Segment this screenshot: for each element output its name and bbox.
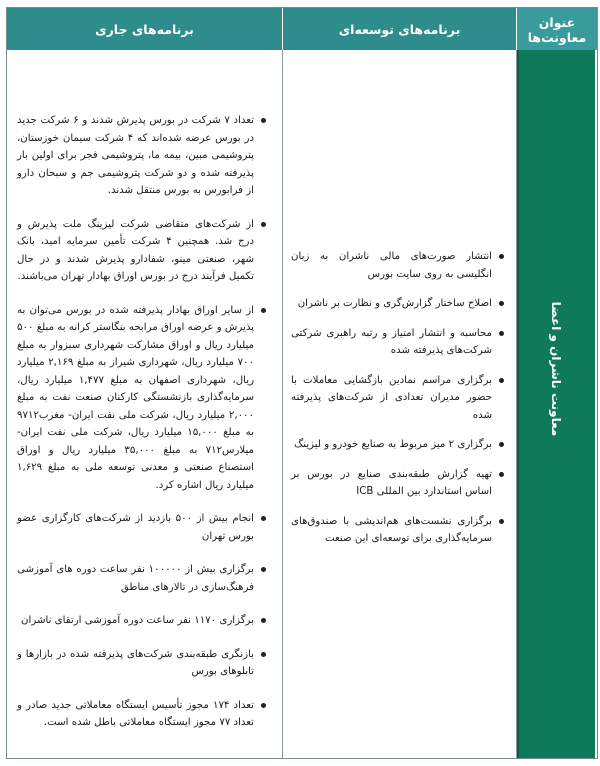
current-program-item [17, 646, 268, 681]
development-program-item [291, 248, 506, 283]
bullet-icon [499, 519, 504, 524]
development-programs-list [291, 248, 506, 560]
development-program-item-text: اصلاح ساختار گزارش‌گری و نظارت بر ناشران [297, 298, 492, 309]
current-program-item [17, 216, 268, 286]
header-title-line2: معاونت‌ها [527, 30, 587, 45]
deputy-column [517, 50, 597, 758]
current-program-item-text: تعداد ۷ شرکت در بورس پذیرش شدند و ۶ شرکت جدید در بورس عرضه شده‌اند که ۴ شرکت سیمان خوزستان، پتروشیمی مبین، بیمه ما، پتروشیمی فجر برای اولین بار پذیرفته شده و دو شرکت پتروشیمی جم و سبحان دارو از فرابورس به بورس منتقل شدند. [17, 115, 254, 196]
deputy-bar-edge [517, 50, 519, 758]
bullet-icon [261, 567, 266, 572]
deputy-label: معاونت ناشران و اعضا [549, 301, 563, 436]
current-program-item [17, 612, 268, 630]
bullet-icon [261, 516, 266, 521]
current-program-item-text: برگزاری ۱۱۷۰ نفر ساعت دوره آموزشی ارتقای ناشران [21, 615, 254, 626]
bullet-icon [499, 378, 504, 383]
bullet-icon [261, 652, 266, 657]
development-program-item [291, 513, 506, 548]
bullet-icon [261, 118, 266, 123]
bullet-icon [261, 222, 266, 227]
development-program-item-text: تهیه گزارش طبقه‌بندی صنایع در بورس بر اساس استاندارد بین المللی ICB [291, 468, 492, 497]
header-title-line1: عنوان [538, 15, 576, 30]
bullet-icon [499, 331, 504, 336]
current-program-item [17, 510, 268, 545]
current-program-item-text: از شرکت‌های متقاضی شرکت لیزینگ ملت پذیرش و درج شد. همچنین ۴ شرکت تأمین سرمایه امید، بانک شهر، صنعتی مینو، شفادارو پذیرش شدند و در حال تکمیل فرآیند درج در بورس اوراق بهادار تهران می‌باشند. [17, 218, 254, 282]
current-program-item-text: تعداد ۱۷۴ مجوز تأسیس ایستگاه معاملاتی جدید صادر و تعداد ۷۷ مجوز ایستگاه معاملاتی باطل شده است. [17, 699, 254, 728]
bullet-icon [261, 618, 266, 623]
bullet-icon [499, 442, 504, 447]
development-program-item [291, 325, 506, 360]
development-program-item-text: برگزاری مراسم نمادین بازگشایی معاملات با حضور مدیران تعدادی از شرکت‌های پذیرفته شده [291, 374, 492, 421]
current-program-item [17, 112, 268, 200]
bullet-icon [499, 254, 504, 259]
bullet-icon [499, 301, 504, 306]
development-program-item [291, 436, 506, 454]
development-program-item-text: محاسبه و انتشار امتیاز و رتبه راهبری شرکتی شرکت‌های پذیرفته شده [291, 327, 492, 356]
programs-table [6, 7, 598, 759]
development-programs-column [283, 50, 517, 758]
header-development-programs: برنامه‌های توسعه‌ای [283, 8, 517, 50]
bullet-icon [499, 472, 504, 477]
development-program-item-text: برگزاری ۲ میز مربوط به صنایع خودرو و لیزینگ [294, 439, 492, 450]
current-program-item-text: برگزاری بیش از ۱۰۰۰۰۰ نفر ساعت دوره های آموزشی فرهنگ‌سازی در تالارهای مناطق [17, 564, 254, 593]
development-program-item [291, 295, 506, 313]
development-program-item-text: انتشار صورت‌های مالی ناشران به زبان انگلیسی به روی سایت بورس [291, 251, 492, 280]
current-program-item [17, 561, 268, 596]
current-program-item-text: بازنگری طبقه‌بندی شرکت‌های پذیرفته شده در بازارها و تابلوهای بورس [17, 648, 254, 677]
current-programs-column [7, 50, 283, 758]
header-title-cell [517, 8, 597, 50]
development-program-item [291, 466, 506, 501]
deputy-green-bar [517, 50, 595, 758]
development-program-item-text: برگزاری نشست‌های هم‌اندیشی با صندوق‌های سرمایه‌گذاری برای توسعه‌ای این صنعت [291, 515, 492, 544]
bullet-icon [261, 308, 266, 313]
development-program-item [291, 372, 506, 425]
current-program-item [17, 697, 268, 732]
header-current-programs: برنامه‌های جاری [7, 8, 283, 50]
current-programs-list [17, 112, 268, 748]
current-program-item-text: انجام بیش از ۵۰۰ بازدید از شرکت‌های کارگزاری عضو بورس تهران [17, 513, 254, 542]
bullet-icon [261, 703, 266, 708]
current-program-item-text: از سایر اوراق بهادار پذیرفته شده در بورس می‌توان به پذیرش و عرضه اوراق مرابحه بنگاستر کرانه به مبلغ ۵۰۰ میلیارد ریال و اوراق مشارکت شهرداری سبزوار به مبلغ ۷۰۰ میلیارد ریال، شهرداری شیراز به مبلغ ۲,۱۶۹ میلیارد ریال، شهرداری اصفهان به مبلغ ۱,۴۷۷ میلیارد ریال، سرمایه‌گذاری بازنشستگی کارکنان صنعت نفت به مبلغ ۲,۰۰۰ میلیارد ریال، شرکت ملی نفت ایران- مغرب۹۷۱۲ به مبلغ ۱۵,۰۰۰ میلیارد ریال، شرکت ملی نفت ایران- میلارس۷۱۲ به مبلغ ۳۵,۰۰۰ میلیارد ریال و اوراق استصناع صنعتی و معدنی توسعه ملی به مبلغ ۱,۶۲۹ میلیارد ریال اشاره کرد. [17, 304, 255, 491]
current-program-item [17, 302, 268, 495]
